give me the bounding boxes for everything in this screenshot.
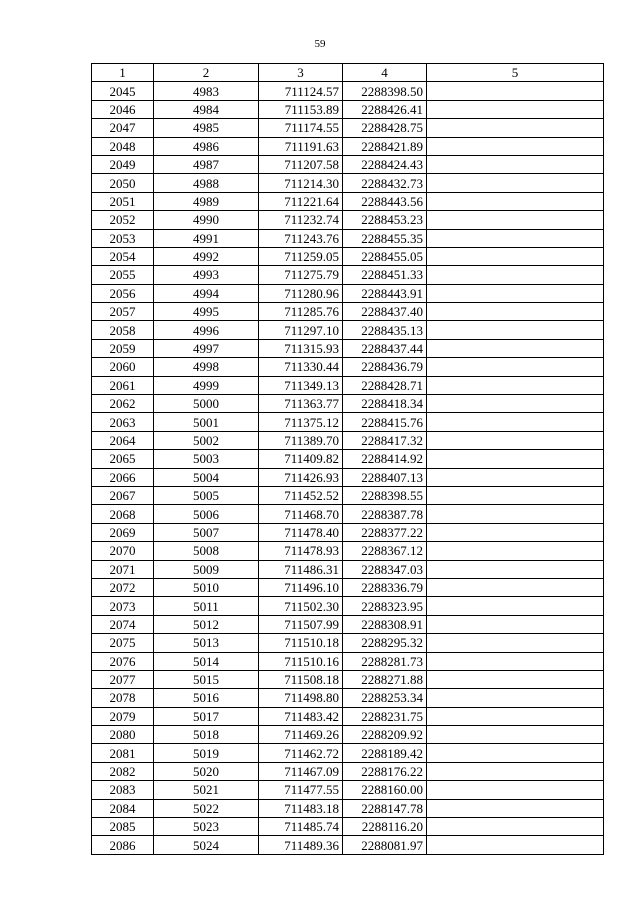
table-cell-col-5 xyxy=(427,339,604,357)
table-cell-col-4: 2288436.79 xyxy=(343,358,427,376)
table-cell-col-1: 2050 xyxy=(92,174,154,192)
table-cell-col-1: 2074 xyxy=(92,615,154,633)
table-row xyxy=(92,358,604,376)
table-cell-col-2: 5017 xyxy=(154,707,259,725)
column-header-3: 3 xyxy=(259,64,343,82)
table-cell-col-1: 2082 xyxy=(92,762,154,780)
table-cell-col-3: 711483.42 xyxy=(259,707,343,725)
table-cell-col-5 xyxy=(427,431,604,449)
table-cell-col-5 xyxy=(427,174,604,192)
table-cell-col-4: 2288417.32 xyxy=(343,431,427,449)
table-cell-col-4: 2288421.89 xyxy=(343,137,427,155)
table-cell-col-3: 711221.64 xyxy=(259,192,343,210)
table-cell-col-2: 5015 xyxy=(154,670,259,688)
table-cell-col-3: 711207.58 xyxy=(259,155,343,173)
table-cell-col-2: 5006 xyxy=(154,505,259,523)
table-cell-col-5 xyxy=(427,597,604,615)
table-row xyxy=(92,284,604,302)
table-cell-col-1: 2058 xyxy=(92,321,154,339)
table-cell-col-1: 2064 xyxy=(92,431,154,449)
table-row xyxy=(92,431,604,449)
table-cell-col-2: 4997 xyxy=(154,339,259,357)
table-cell-col-5 xyxy=(427,505,604,523)
table-cell-col-1: 2045 xyxy=(92,82,154,100)
table-cell-col-4: 2288160.00 xyxy=(343,781,427,799)
table-cell-col-4: 2288428.71 xyxy=(343,376,427,394)
table-cell-col-4: 2288455.05 xyxy=(343,247,427,265)
table-cell-col-2: 4987 xyxy=(154,155,259,173)
coordinates-table xyxy=(91,63,604,855)
table-cell-col-3: 711508.18 xyxy=(259,670,343,688)
table-cell-col-5 xyxy=(427,82,604,100)
table-cell-col-4: 2288209.92 xyxy=(343,726,427,744)
table-cell-col-5 xyxy=(427,155,604,173)
table-header-row xyxy=(92,64,604,82)
table-row xyxy=(92,542,604,560)
table-cell-col-4: 2288336.79 xyxy=(343,578,427,596)
table-cell-col-2: 5001 xyxy=(154,413,259,431)
table-cell-col-3: 711467.09 xyxy=(259,762,343,780)
table-cell-col-1: 2047 xyxy=(92,119,154,137)
table-cell-col-5 xyxy=(427,836,604,854)
table-cell-col-5 xyxy=(427,413,604,431)
table-cell-col-5 xyxy=(427,707,604,725)
table-cell-col-5 xyxy=(427,450,604,468)
table-cell-col-2: 4988 xyxy=(154,174,259,192)
table-cell-col-4: 2288271.88 xyxy=(343,670,427,688)
table-cell-col-3: 711478.40 xyxy=(259,523,343,541)
column-header-4: 4 xyxy=(343,64,427,82)
table-cell-col-1: 2048 xyxy=(92,137,154,155)
table-cell-col-1: 2059 xyxy=(92,339,154,357)
table-cell-col-5 xyxy=(427,395,604,413)
table-cell-col-1: 2081 xyxy=(92,744,154,762)
table-cell-col-1: 2053 xyxy=(92,229,154,247)
table-cell-col-3: 711486.31 xyxy=(259,560,343,578)
table-cell-col-2: 4992 xyxy=(154,247,259,265)
table-cell-col-3: 711259.05 xyxy=(259,247,343,265)
table-row xyxy=(92,266,604,284)
table-cell-col-5 xyxy=(427,100,604,118)
column-header-2: 2 xyxy=(154,64,259,82)
table-cell-col-3: 711214.30 xyxy=(259,174,343,192)
table-cell-col-4: 2288415.76 xyxy=(343,413,427,431)
table-row xyxy=(92,670,604,688)
table-cell-col-3: 711502.30 xyxy=(259,597,343,615)
table-cell-col-4: 2288295.32 xyxy=(343,634,427,652)
table-cell-col-4: 2288116.20 xyxy=(343,818,427,836)
table-cell-col-3: 711315.93 xyxy=(259,339,343,357)
table-cell-col-2: 5022 xyxy=(154,799,259,817)
table-cell-col-4: 2288443.91 xyxy=(343,284,427,302)
table-cell-col-2: 5007 xyxy=(154,523,259,541)
table-cell-col-3: 711496.10 xyxy=(259,578,343,596)
table-cell-col-4: 2288437.44 xyxy=(343,339,427,357)
table-row xyxy=(92,652,604,670)
table-cell-col-2: 5008 xyxy=(154,542,259,560)
table-cell-col-4: 2288432.73 xyxy=(343,174,427,192)
table-cell-col-5 xyxy=(427,376,604,394)
table-cell-col-2: 5021 xyxy=(154,781,259,799)
table-row xyxy=(92,799,604,817)
table-cell-col-3: 711389.70 xyxy=(259,431,343,449)
table-row xyxy=(92,486,604,504)
table-row xyxy=(92,818,604,836)
table-cell-col-2: 5020 xyxy=(154,762,259,780)
table-row xyxy=(92,597,604,615)
table-cell-col-4: 2288437.40 xyxy=(343,303,427,321)
table-cell-col-4: 2288435.13 xyxy=(343,321,427,339)
table-cell-col-5 xyxy=(427,211,604,229)
column-header-5: 5 xyxy=(427,64,604,82)
table-cell-col-5 xyxy=(427,560,604,578)
table-cell-col-5 xyxy=(427,284,604,302)
table-row xyxy=(92,744,604,762)
table-cell-col-3: 711375.12 xyxy=(259,413,343,431)
table-cell-col-5 xyxy=(427,523,604,541)
table-cell-col-5 xyxy=(427,303,604,321)
table-cell-col-1: 2051 xyxy=(92,192,154,210)
table-cell-col-1: 2083 xyxy=(92,781,154,799)
table-cell-col-3: 711478.93 xyxy=(259,542,343,560)
table-cell-col-4: 2288453.23 xyxy=(343,211,427,229)
table-cell-col-3: 711124.57 xyxy=(259,82,343,100)
table-row xyxy=(92,615,604,633)
table-cell-col-4: 2288323.95 xyxy=(343,597,427,615)
table-row xyxy=(92,523,604,541)
table-cell-col-4: 2288424.43 xyxy=(343,155,427,173)
table-cell-col-2: 5010 xyxy=(154,578,259,596)
table-cell-col-3: 711489.36 xyxy=(259,836,343,854)
table-cell-col-2: 5024 xyxy=(154,836,259,854)
table-cell-col-2: 5003 xyxy=(154,450,259,468)
table-cell-col-1: 2078 xyxy=(92,689,154,707)
table-cell-col-5 xyxy=(427,689,604,707)
table-cell-col-3: 711510.16 xyxy=(259,652,343,670)
table-cell-col-2: 4996 xyxy=(154,321,259,339)
table-cell-col-3: 711243.76 xyxy=(259,229,343,247)
table-cell-col-2: 5014 xyxy=(154,652,259,670)
table-row xyxy=(92,395,604,413)
table-row xyxy=(92,376,604,394)
table-cell-col-2: 4984 xyxy=(154,100,259,118)
table-cell-col-1: 2084 xyxy=(92,799,154,817)
table-cell-col-2: 5011 xyxy=(154,597,259,615)
table-cell-col-2: 4995 xyxy=(154,303,259,321)
table-row xyxy=(92,505,604,523)
table-cell-col-1: 2046 xyxy=(92,100,154,118)
table-cell-col-2: 5004 xyxy=(154,468,259,486)
table-cell-col-4: 2288426.41 xyxy=(343,100,427,118)
table-cell-col-5 xyxy=(427,726,604,744)
table-cell-col-4: 2288189.42 xyxy=(343,744,427,762)
table-cell-col-1: 2071 xyxy=(92,560,154,578)
table-cell-col-3: 711498.80 xyxy=(259,689,343,707)
table-cell-col-1: 2052 xyxy=(92,211,154,229)
table-row xyxy=(92,468,604,486)
table-cell-col-3: 711409.82 xyxy=(259,450,343,468)
table-cell-col-2: 4985 xyxy=(154,119,259,137)
table-cell-col-5 xyxy=(427,781,604,799)
table-cell-col-2: 5000 xyxy=(154,395,259,413)
table-cell-col-5 xyxy=(427,744,604,762)
table-cell-col-5 xyxy=(427,762,604,780)
table-cell-col-5 xyxy=(427,799,604,817)
table-cell-col-4: 2288176.22 xyxy=(343,762,427,780)
table-cell-col-1: 2086 xyxy=(92,836,154,854)
table-cell-col-1: 2080 xyxy=(92,726,154,744)
table-cell-col-3: 711426.93 xyxy=(259,468,343,486)
table-cell-col-5 xyxy=(427,266,604,284)
table-cell-col-2: 5018 xyxy=(154,726,259,744)
table-cell-col-4: 2288407.13 xyxy=(343,468,427,486)
table-row xyxy=(92,339,604,357)
table-cell-col-4: 2288253.34 xyxy=(343,689,427,707)
table-cell-col-2: 5012 xyxy=(154,615,259,633)
table-cell-col-4: 2288455.35 xyxy=(343,229,427,247)
table-cell-col-4: 2288428.75 xyxy=(343,119,427,137)
table-cell-col-1: 2054 xyxy=(92,247,154,265)
table-cell-col-1: 2055 xyxy=(92,266,154,284)
table-row xyxy=(92,707,604,725)
table-row xyxy=(92,119,604,137)
table-cell-col-2: 4983 xyxy=(154,82,259,100)
table-row xyxy=(92,413,604,431)
table-cell-col-3: 711477.55 xyxy=(259,781,343,799)
table-row xyxy=(92,781,604,799)
table-cell-col-4: 2288414.92 xyxy=(343,450,427,468)
table-row xyxy=(92,634,604,652)
table-cell-col-1: 2056 xyxy=(92,284,154,302)
table-cell-col-3: 711275.79 xyxy=(259,266,343,284)
table-cell-col-4: 2288398.55 xyxy=(343,486,427,504)
table-cell-col-4: 2288418.34 xyxy=(343,395,427,413)
table-row xyxy=(92,560,604,578)
table-cell-col-4: 2288367.12 xyxy=(343,542,427,560)
table-cell-col-1: 2085 xyxy=(92,818,154,836)
table-cell-col-1: 2075 xyxy=(92,634,154,652)
table-cell-col-4: 2288347.03 xyxy=(343,560,427,578)
table-cell-col-1: 2063 xyxy=(92,413,154,431)
table-cell-col-1: 2057 xyxy=(92,303,154,321)
table-row xyxy=(92,689,604,707)
table-row xyxy=(92,726,604,744)
table-cell-col-2: 4999 xyxy=(154,376,259,394)
table-cell-col-5 xyxy=(427,486,604,504)
table-cell-col-2: 5005 xyxy=(154,486,259,504)
table-row xyxy=(92,247,604,265)
table-cell-col-5 xyxy=(427,192,604,210)
table-cell-col-1: 2049 xyxy=(92,155,154,173)
table-cell-col-1: 2073 xyxy=(92,597,154,615)
table-row xyxy=(92,192,604,210)
table-cell-col-3: 711469.26 xyxy=(259,726,343,744)
column-header-1: 1 xyxy=(92,64,154,82)
page-number: 59 xyxy=(314,38,326,50)
table-cell-col-1: 2060 xyxy=(92,358,154,376)
table-cell-col-5 xyxy=(427,468,604,486)
table-row xyxy=(92,137,604,155)
table-cell-col-2: 5016 xyxy=(154,689,259,707)
table-cell-col-5 xyxy=(427,321,604,339)
table-cell-col-3: 711507.99 xyxy=(259,615,343,633)
table-cell-col-5 xyxy=(427,652,604,670)
table-cell-col-1: 2062 xyxy=(92,395,154,413)
table-row xyxy=(92,155,604,173)
table-cell-col-3: 711330.44 xyxy=(259,358,343,376)
table-cell-col-3: 711349.13 xyxy=(259,376,343,394)
table-cell-col-4: 2288387.78 xyxy=(343,505,427,523)
table-row xyxy=(92,303,604,321)
table-cell-col-5 xyxy=(427,578,604,596)
table-row xyxy=(92,229,604,247)
table-cell-col-5 xyxy=(427,634,604,652)
table-cell-col-4: 2288443.56 xyxy=(343,192,427,210)
table-cell-col-5 xyxy=(427,818,604,836)
table-cell-col-3: 711297.10 xyxy=(259,321,343,339)
table-cell-col-1: 2065 xyxy=(92,450,154,468)
table-cell-col-4: 2288081.97 xyxy=(343,836,427,854)
table-cell-col-5 xyxy=(427,137,604,155)
table-cell-col-1: 2072 xyxy=(92,578,154,596)
table-cell-col-5 xyxy=(427,247,604,265)
table-cell-col-4: 2288451.33 xyxy=(343,266,427,284)
table-row xyxy=(92,321,604,339)
table-cell-col-1: 2079 xyxy=(92,707,154,725)
table-row xyxy=(92,211,604,229)
table-cell-col-3: 711363.77 xyxy=(259,395,343,413)
table-cell-col-3: 711483.18 xyxy=(259,799,343,817)
table-row xyxy=(92,836,604,854)
table-cell-col-2: 5023 xyxy=(154,818,259,836)
table-cell-col-3: 711153.89 xyxy=(259,100,343,118)
table-cell-col-3: 711232.74 xyxy=(259,211,343,229)
table-row xyxy=(92,762,604,780)
table-cell-col-3: 711174.55 xyxy=(259,119,343,137)
table-row xyxy=(92,450,604,468)
table-cell-col-4: 2288398.50 xyxy=(343,82,427,100)
table-cell-col-3: 711285.76 xyxy=(259,303,343,321)
table-cell-col-2: 5019 xyxy=(154,744,259,762)
table-cell-col-5 xyxy=(427,229,604,247)
table-cell-col-3: 711280.96 xyxy=(259,284,343,302)
table-cell-col-2: 4998 xyxy=(154,358,259,376)
table-cell-col-1: 2076 xyxy=(92,652,154,670)
table-cell-col-3: 711485.74 xyxy=(259,818,343,836)
table-cell-col-1: 2068 xyxy=(92,505,154,523)
table-cell-col-2: 5002 xyxy=(154,431,259,449)
table-cell-col-1: 2077 xyxy=(92,670,154,688)
table-cell-col-3: 711468.70 xyxy=(259,505,343,523)
table-cell-col-1: 2066 xyxy=(92,468,154,486)
table-row xyxy=(92,174,604,192)
table-body xyxy=(92,82,604,854)
table-cell-col-2: 4994 xyxy=(154,284,259,302)
table-cell-col-1: 2061 xyxy=(92,376,154,394)
table-cell-col-2: 4991 xyxy=(154,229,259,247)
table-row xyxy=(92,100,604,118)
table-cell-col-2: 4990 xyxy=(154,211,259,229)
table-cell-col-4: 2288231.75 xyxy=(343,707,427,725)
table-cell-col-5 xyxy=(427,119,604,137)
table-cell-col-2: 4989 xyxy=(154,192,259,210)
table-cell-col-3: 711462.72 xyxy=(259,744,343,762)
table-row xyxy=(92,578,604,596)
table-cell-col-2: 5013 xyxy=(154,634,259,652)
table-cell-col-4: 2288147.78 xyxy=(343,799,427,817)
table-cell-col-3: 711452.52 xyxy=(259,486,343,504)
table-cell-col-2: 4993 xyxy=(154,266,259,284)
table-cell-col-1: 2067 xyxy=(92,486,154,504)
table-cell-col-5 xyxy=(427,542,604,560)
table-cell-col-5 xyxy=(427,670,604,688)
table-cell-col-5 xyxy=(427,615,604,633)
table-cell-col-4: 2288281.73 xyxy=(343,652,427,670)
table-cell-col-3: 711510.18 xyxy=(259,634,343,652)
table-row xyxy=(92,82,604,100)
table-cell-col-2: 4986 xyxy=(154,137,259,155)
table-cell-col-4: 2288377.22 xyxy=(343,523,427,541)
table-cell-col-5 xyxy=(427,358,604,376)
table-cell-col-2: 5009 xyxy=(154,560,259,578)
table-cell-col-1: 2070 xyxy=(92,542,154,560)
table-cell-col-1: 2069 xyxy=(92,523,154,541)
table-cell-col-4: 2288308.91 xyxy=(343,615,427,633)
table-cell-col-3: 711191.63 xyxy=(259,137,343,155)
